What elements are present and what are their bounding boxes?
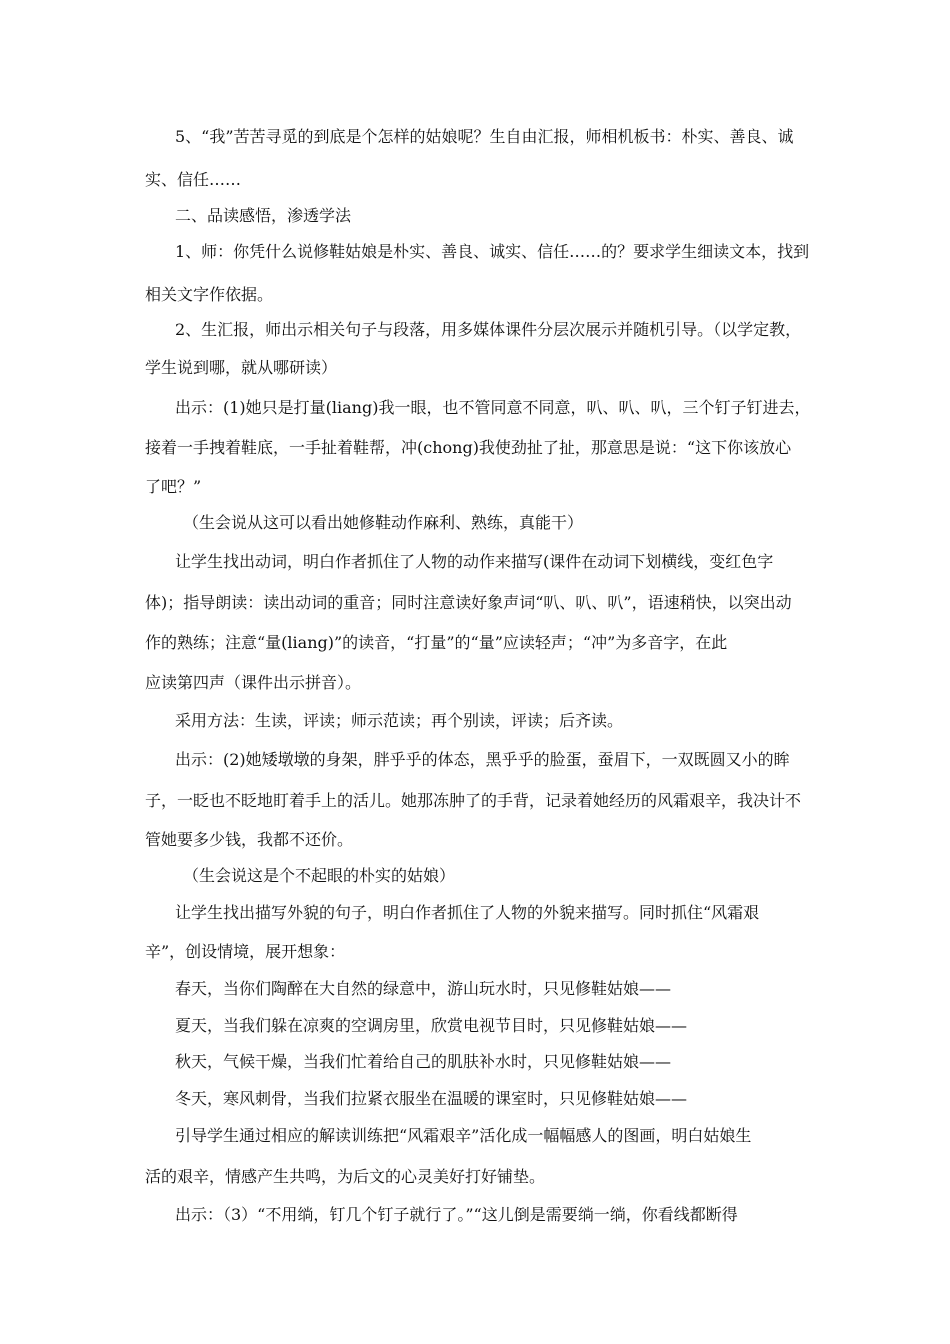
text-line: 让学生找出动词，明白作者抓住了人物的动作来描写(课件在动词下划横线，变红色字 — [175, 552, 774, 571]
text-line: 让学生找出描写外貌的句子，明白作者抓住了人物的外貌来描写。同时抓住“风霜艰 — [175, 903, 760, 922]
text-line: 出示：(1)她只是打量(liang)我一眼，也不管同意不同意，叭、叭、叭，三个钉子钉进去， — [175, 398, 810, 417]
text-line: 作的熟练；注意“量(liang)”的读音，“打量”的“量”应读轻声；“冲”为多音字，在此 — [145, 633, 728, 652]
text-line: （生会说这是个不起眼的朴实的姑娘） — [183, 866, 456, 885]
text-line: 接着一手拽着鞋底，一手扯着鞋帮，冲(chong)我使劲扯了扯，那意思是说：“这下你该放心 — [145, 438, 792, 457]
text-line: 应读第四声（课件出示拼音）。 — [145, 673, 362, 692]
text-line: 2、生汇报，师出示相关句子与段落，用多媒体课件分层次展示并随机引导。（以学定教， — [175, 320, 802, 339]
text-line: 引导学生通过相应的解读训练把“风霜艰辛”活化成一幅幅感人的图画，明白姑娘生 — [175, 1126, 752, 1145]
text-line: 出示：(2)她矮墩墩的身架，胖乎乎的体态，黑乎乎的脸蛋，蚕眉下，一双既圆又小的眸 — [175, 750, 790, 769]
text-line: 采用方法：生读，评读；师示范读；再个别读，评读；后齐读。 — [175, 711, 624, 730]
text-line: 冬天，寒风刺骨，当我们拉紧衣服坐在温暖的课室时，只见修鞋姑娘—— — [175, 1089, 688, 1108]
text-line: （生会说从这可以看出她修鞋动作麻利、熟练，真能干） — [183, 513, 584, 532]
text-line: 相关文字作依据。 — [145, 285, 274, 304]
text-line: 活的艰辛，情感产生共鸣，为后文的心灵美好打好铺垫。 — [145, 1167, 546, 1186]
text-line: 夏天，当我们躲在凉爽的空调房里，欣赏电视节目时，只见修鞋姑娘—— — [175, 1016, 688, 1035]
text-line: 1、师：你凭什么说修鞋姑娘是朴实、善良、诚实、信任……的？要求学生细读文本，找到 — [175, 242, 810, 261]
text-line: 体)；指导朗读：读出动词的重音；同时注意读好象声词“叭、叭、叭”，语速稍快，以突出动 — [145, 593, 792, 612]
text-line: 了吧？” — [145, 477, 202, 496]
section-heading: 二、品读感悟，渗透学法 — [175, 206, 352, 225]
text-line: 秋天，气候干燥，当我们忙着给自己的肌肤补水时，只见修鞋姑娘—— — [175, 1052, 672, 1071]
text-line: 实、信任…… — [145, 170, 242, 189]
text-line: 5、“我”苦苦寻觅的到底是个怎样的姑娘呢？生自由汇报，师相机板书：朴实、善良、诚 — [175, 127, 794, 146]
text-line: 管她要多少钱，我都不还价。 — [145, 830, 354, 849]
text-line: 子，一眨也不眨地盯着手上的活儿。她那冻肿了的手背，记录着她经历的风霜艰辛，我决计不 — [145, 791, 802, 810]
text-line: 春天，当你们陶醉在大自然的绿意中，游山玩水时，只见修鞋姑娘—— — [175, 979, 672, 998]
text-line: 学生说到哪，就从哪研读） — [145, 358, 338, 377]
text-line: 辛”，创设情境，展开想象： — [145, 942, 346, 961]
text-line: 出示：（3）“不用绱，钉几个钉子就行了。”“这儿倒是需要绱一绱，你看线都断得 — [175, 1205, 738, 1224]
